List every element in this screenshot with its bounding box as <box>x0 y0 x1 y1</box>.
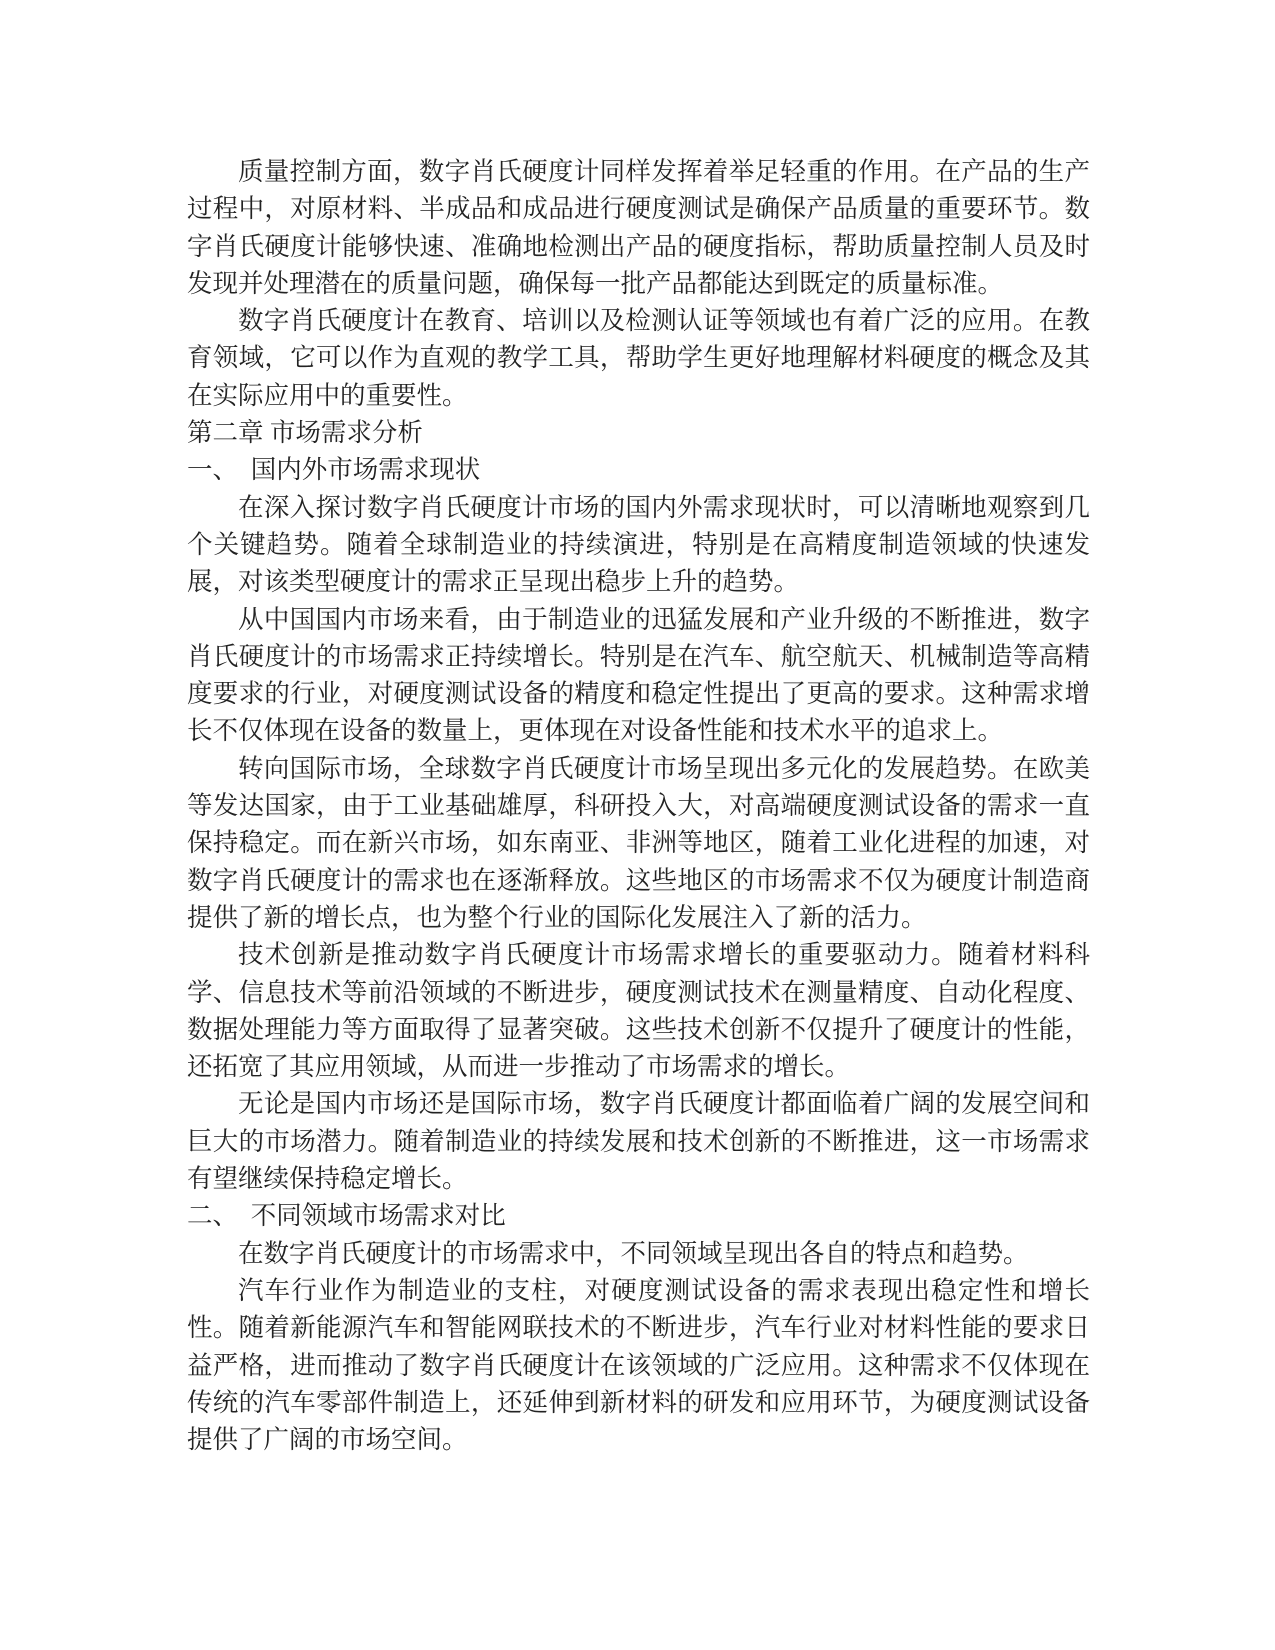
body-paragraph: 无论是国内市场还是国际市场，数字肖氏硬度计都面临着广阔的发展空间和巨大的市场潜力。随着制造业的持续发展和技术创新的不断推进，这一市场需求有望继续保持稳定增长。 <box>187 1089 1090 1194</box>
section-heading: 二、 不同领域市场需求对比 <box>187 1201 506 1231</box>
body-paragraph: 数字肖氏硬度计在教育、培训以及检测认证等领域也有着广泛的应用。在教育领域，它可以作为直观的教学工具，帮助学生更好地理解材料硬度的概念及其在实际应用中的重要性。 <box>187 306 1090 410</box>
body-paragraph: 技术创新是推动数字肖氏硬度计市场需求增长的重要驱动力。随着材料科学、信息技术等前沿领域的不断进步，硬度测试技术在测量精度、自动化程度、数据处理能力等方面取得了显著突破。这些技术创新不仅提升了硬度计的性能，还拓宽了其应用领域，从而进一步推动了市场需求的增长。 <box>187 940 1090 1082</box>
body-paragraph: 在深入探讨数字肖氏硬度计市场的国内外需求现状时，可以清晰地观察到几个关键趋势。随着全球制造业的持续演进，特别是在高精度制造领域的快速发展，对该类型硬度计的需求正呈现出稳步上升的趋势。 <box>187 492 1090 597</box>
body-paragraph: 在数字肖氏硬度计的市场需求中，不同领域呈现出各自的特点和趋势。 <box>238 1238 1029 1268</box>
body-paragraph: 从中国国内市场来看，由于制造业的迅猛发展和产业升级的不断推进，数字肖氏硬度计的市场需求正持续增长。特别是在汽车、航空航天、机械制造等高精度要求的行业，对硬度测试设备的精度和稳定性提出了更高的要求。这种需求增长不仅体现在设备的数量上，更体现在对设备性能和技术水平的追求上。 <box>187 604 1090 746</box>
document-text-content <box>187 153 1090 1458</box>
section-heading: 第二章 市场需求分析 <box>187 418 423 448</box>
body-paragraph: 质量控制方面，数字肖氏硬度计同样发挥着举足轻重的作用。在产品的生产过程中，对原材料、半成品和成品进行硬度测试是确保产品质量的重要环节。数字肖氏硬度计能够快速、准确地检测出产品的硬度指标，帮助质量控制人员及时发现并处理潜在的质量问题，确保每一批产品都能达到既定的质量标准。 <box>187 157 1090 298</box>
section-heading: 一、 国内外市场需求现状 <box>187 455 481 485</box>
body-paragraph: 汽车行业作为制造业的支柱，对硬度测试设备的需求表现出稳定性和增长性。随着新能源汽车和智能网联技术的不断进步，汽车行业对材料性能的要求日益严格，进而推动了数字肖氏硬度计在该领域的广泛应用。这种需求不仅体现在传统的汽车零部件制造上，还延伸到新材料的研发和应用环节，为硬度测试设备提供了广阔的市场空间。 <box>187 1275 1090 1455</box>
body-paragraph: 转向国际市场，全球数字肖氏硬度计市场呈现出多元化的发展趋势。在欧美等发达国家，由于工业基础雄厚，科研投入大，对高端硬度测试设备的需求一直保持稳定。而在新兴市场，如东南亚、非洲等地区，随着工业化进程的加速，对数字肖氏硬度计的需求也在逐渐释放。这些地区的市场需求不仅为硬度计制造商提供了新的增长点，也为整个行业的国际化发展注入了新的活力。 <box>187 753 1090 932</box>
